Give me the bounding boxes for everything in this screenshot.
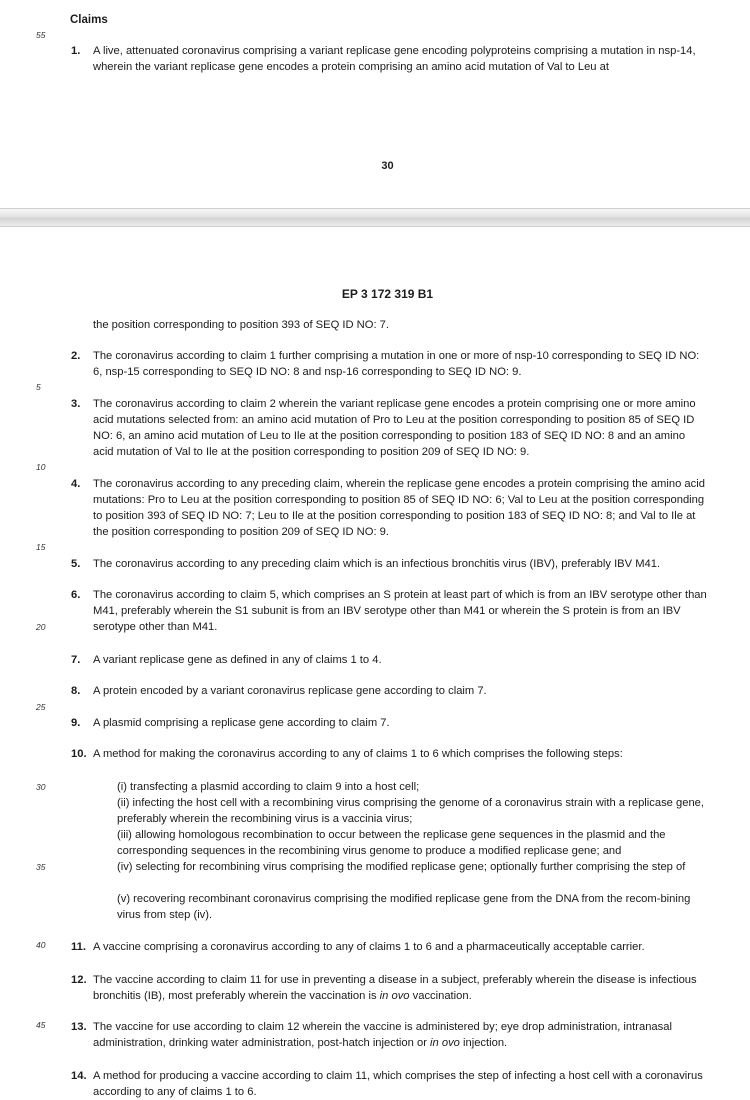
claim-10-step-v: (v) recovering recombinant coronavirus comprising the modified replicase gene from the DNA from the recom-bining virus from step (iv).: [117, 893, 691, 921]
claim-6: [71, 587, 707, 635]
claim-text: The coronavirus according to claim 2 wherein the variant replicase gene encodes a protein comprising one or more amino acid mutations selected from: an amino acid mutation of Pro to Leu at the position corresponding to position 85 of SEQ ID NO: 6, an amino acid mutation of Leu to Ile at the position corresponding to position 183 of SEQ ID NO: 8 and an amino acid mutation of Val to Ile at the position corresponding to position 209 of SEQ ID NO: 9.: [93, 398, 696, 458]
claim-number: 13.: [71, 1021, 87, 1033]
claim-4: [71, 476, 707, 540]
claim-13: [71, 1019, 707, 1051]
claim-8: [71, 683, 707, 699]
claim-text: A method for producing a vaccine according to claim 11, which comprises the step of infecting a host cell with a coronavirus according to any of claims 1 to 6.: [93, 1070, 703, 1098]
claim-number: 1.: [71, 45, 81, 57]
claim-10-step-iii: (iii) allowing homologous recombination to occur between the replicase gene sequences in the plasmid and the corresponding sequences in the recombining virus genome to produce a modified replicase gene; and: [117, 829, 666, 857]
claim-11: [71, 939, 707, 955]
claim-1: [71, 43, 707, 75]
claim-text: A vaccine comprising a coronavirus according to any of claims 1 to 6 and a pharmaceutically acceptable carrier.: [93, 941, 645, 953]
claim-text: The vaccine according to claim 11 for use in preventing a disease in a subject, preferably wherein the disease is infectious bronchitis (IB), most preferably wherein the vaccination is in ovo vaccination.: [93, 974, 697, 1002]
claim-3: [71, 396, 707, 460]
claim-number: 5.: [71, 558, 81, 570]
claim-number: 4.: [71, 478, 81, 490]
line-number: 35: [36, 862, 46, 872]
page-number: 30: [381, 160, 394, 172]
claim-number: 9.: [71, 717, 81, 729]
page-divider: [0, 208, 750, 227]
claim-text: A protein encoded by a variant coronavirus replicase gene according to claim 7.: [93, 685, 487, 697]
claim-2: [71, 348, 707, 380]
line-number: 40: [36, 940, 46, 950]
claim-number: 2.: [71, 350, 81, 362]
claim-text: A live, attenuated coronavirus comprising a variant replicase gene encoding polyproteins comprising a mutation in nsp-14, wherein the variant replicase gene encodes a protein comprising an amino acid mutation of Val to Leu at: [93, 45, 696, 73]
claim-number: 6.: [71, 589, 81, 601]
claim-number: 8.: [71, 685, 81, 697]
claim-1-continuation: the position corresponding to position 393 of SEQ ID NO: 7.: [93, 319, 390, 331]
line-number: 30: [36, 782, 46, 792]
claim-10: [71, 746, 707, 762]
claim-text: The coronavirus according to claim 1 further comprising a mutation in one or more of nsp-10 corresponding to SEQ ID NO: 6, nsp-15 corresponding to SEQ ID NO: 8 and nsp-16 corresponding to SEQ ID NO: 9.: [93, 350, 700, 378]
line-number: 25: [36, 702, 46, 712]
claim-number: 10.: [71, 748, 87, 760]
claim-10-step-i: (i) transfecting a plasmid according to claim 9 into a host cell;: [117, 781, 420, 793]
claim-text: The coronavirus according to claim 5, which comprises an S protein at least part of which is from an IBV serotype other than M41, preferably wherein the S1 subunit is from an IBV serotype other than M41 or wherein the S protein is from an IBV serotype other than M41.: [93, 589, 707, 633]
claim-number: 12.: [71, 974, 87, 986]
claim-text: A method for making the coronavirus according to any of claims 1 to 6 which comprises the following steps:: [93, 748, 623, 760]
line-number: 15: [36, 542, 46, 552]
line-number: 20: [36, 622, 46, 632]
claim-text: The coronavirus according to any preceding claim, wherein the replicase gene encodes a protein comprising the amino acid mutations: Pro to Leu at the position corresponding to position 85 of SEQ ID NO: 6; Val to Leu at the position corresponding to position 393 of SEQ ID NO: 7; Leu to Ile at the position corresponding to position 183 of SEQ ID NO: 8; and Val to Ile at the position corresponding to position 209 of SEQ ID NO: 9.: [93, 478, 705, 538]
claims-heading: Claims: [70, 14, 108, 26]
claim-7: [71, 652, 707, 668]
claim-5: [71, 556, 707, 572]
claim-number: 7.: [71, 654, 81, 666]
claim-text: A plasmid comprising a replicase gene according to claim 7.: [93, 717, 390, 729]
claim-10-step-ii: (ii) infecting the host cell with a recombining virus comprising the genome of a coronavirus strain with a replicase gene, preferably wherein the recombining virus is a vaccinia virus;: [117, 797, 705, 825]
line-number-55: 55: [36, 30, 46, 40]
claim-text: The vaccine for use according to claim 12 wherein the vaccine is administered by; eye drop administration, intranasal administration, drinking water administration, post-hatch injection or in ovo injection.: [93, 1021, 672, 1049]
claim-number: 3.: [71, 398, 81, 410]
line-number: 45: [36, 1020, 46, 1030]
claim-number: 14.: [71, 1070, 87, 1082]
claim-10-step-iv: (iv) selecting for recombining virus comprising the modified replicase gene; optionally further comprising the step of: [117, 861, 686, 873]
claim-12: [71, 972, 707, 1004]
claim-number: 11.: [71, 941, 86, 953]
claim-text: A variant replicase gene as defined in any of claims 1 to 4.: [93, 654, 382, 666]
line-number: 10: [36, 462, 46, 472]
claim-14: [71, 1068, 707, 1100]
document-id: EP 3 172 319 B1: [341, 287, 434, 301]
claim-9: [71, 715, 707, 731]
line-number: 5: [36, 382, 41, 392]
claim-text: The coronavirus according to any preceding claim which is an infectious bronchitis virus (IBV), preferably IBV M41.: [93, 558, 661, 570]
